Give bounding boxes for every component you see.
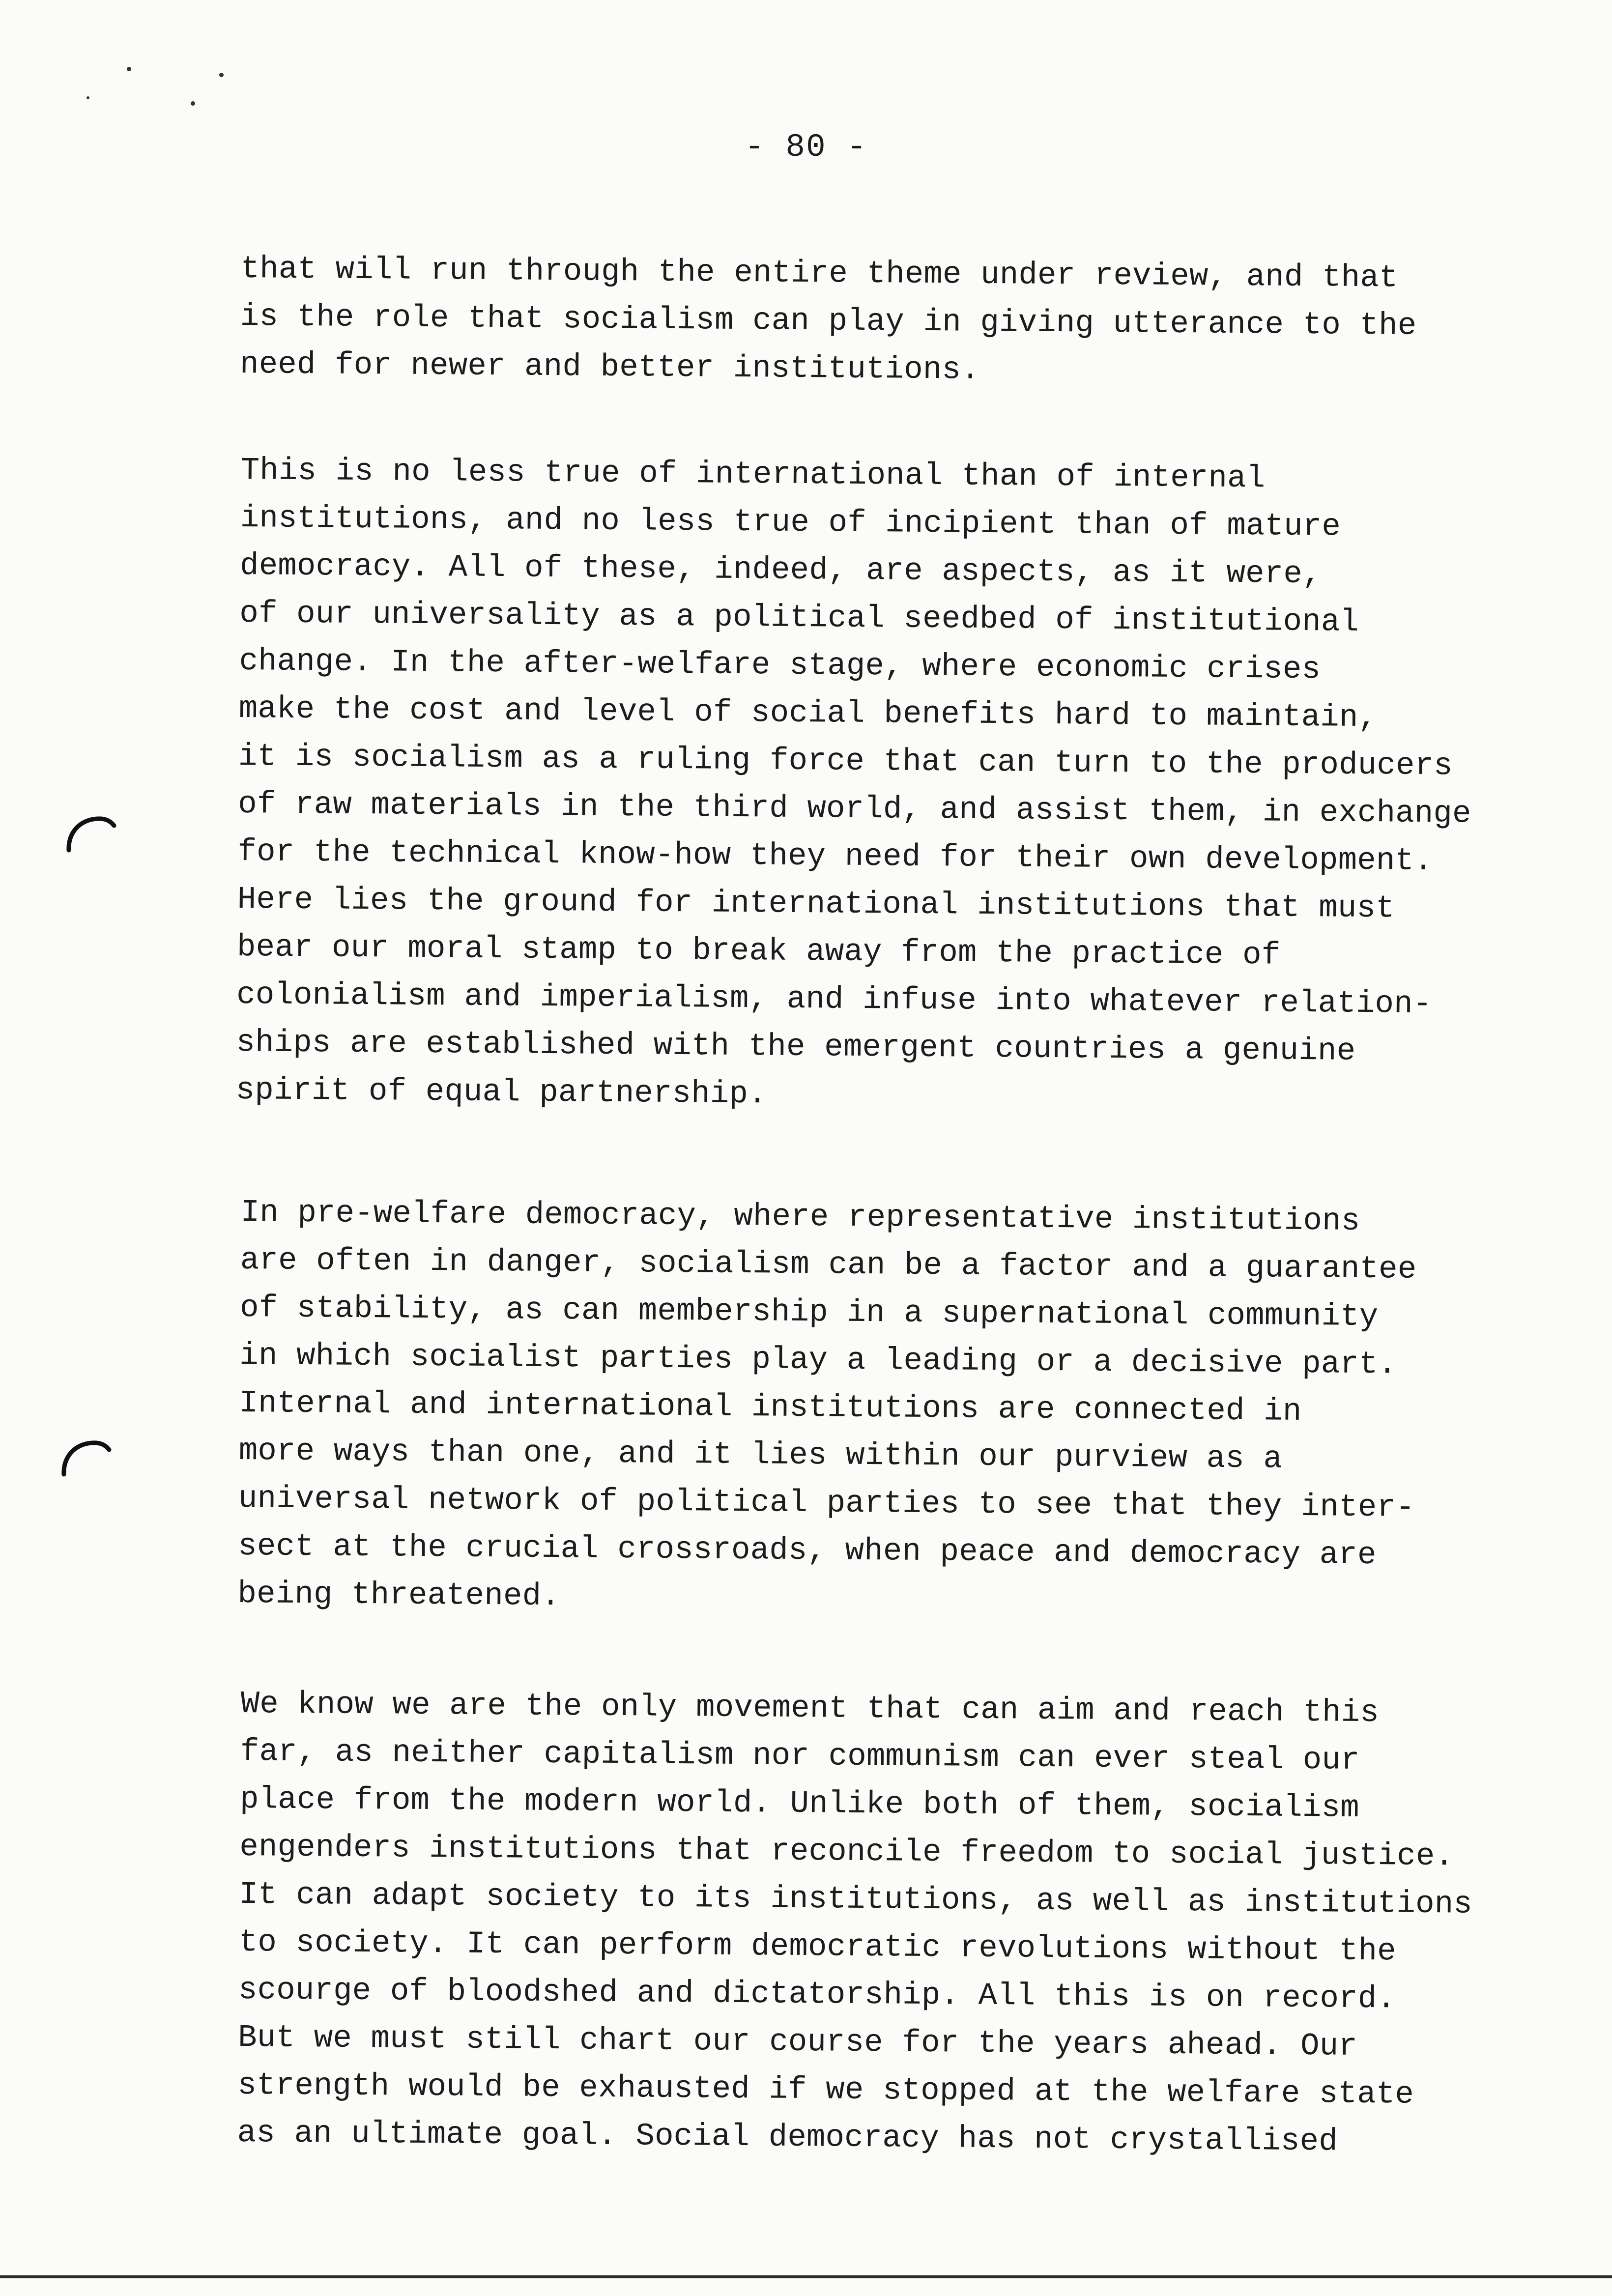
text-line: strength would be exhausted if we stopped at the welfare state bbox=[237, 2067, 1414, 2113]
text-line: to society. It can perform democratic revolutions without the bbox=[238, 1924, 1397, 1970]
text-line: colonialism and imperialism, and infuse into whatever relation- bbox=[236, 977, 1432, 1023]
paragraph-1 bbox=[240, 246, 1578, 399]
paragraph-3 bbox=[237, 1189, 1578, 1629]
text-line: being threatened. bbox=[237, 1576, 561, 1615]
text-line: We know we are the only movement that can aim and reach this bbox=[240, 1686, 1380, 1731]
text-line: It can adapt society to its institutions, as well as institutions bbox=[239, 1877, 1473, 1923]
text-line: need for newer and better institutions. bbox=[239, 346, 980, 388]
scan-speck bbox=[219, 73, 224, 77]
text-line: ships are established with the emergent countries a genuine bbox=[236, 1025, 1356, 1069]
text-line: place from the modern world. Unlike both of them, socialism bbox=[239, 1781, 1360, 1826]
text-line: change. In the after-welfare stage, where economic crises bbox=[239, 643, 1321, 688]
text-line: But we must still chart our course for the years ahead. Our bbox=[238, 2020, 1358, 2065]
page-number: - 80 - bbox=[745, 129, 867, 166]
text-line: in which socialist parties play a leading or a decisive part. bbox=[239, 1338, 1397, 1383]
text-line: institutions, and no less true of incipient than of mature bbox=[240, 500, 1341, 545]
binder-hole-mark-icon bbox=[63, 811, 117, 855]
binder-hole-mark-icon bbox=[58, 1435, 112, 1479]
scan-speck bbox=[191, 101, 195, 106]
text-line: In pre-welfare democracy, where representative institutions bbox=[240, 1195, 1360, 1239]
text-line: make the cost and level of social benefits hard to maintain, bbox=[238, 691, 1378, 736]
paragraph-4 bbox=[237, 1681, 1578, 2168]
scan-speck bbox=[86, 96, 89, 99]
text-line: for the technical know-how they need for their own development. bbox=[237, 834, 1433, 880]
text-line: This is no less true of international than of internal bbox=[240, 453, 1266, 497]
text-line: are often in danger, socialism can be a factor and a guarantee bbox=[240, 1242, 1417, 1288]
text-line: democracy. All of these, indeed, are aspects, as it were, bbox=[239, 548, 1322, 593]
text-line: Internal and international institutions are connected in bbox=[239, 1385, 1302, 1430]
text-line: universal network of political parties to see that they inter- bbox=[238, 1481, 1415, 1526]
text-line: of stability, as can membership in a supernational community bbox=[239, 1290, 1379, 1335]
text-line: spirit of equal partnership. bbox=[235, 1072, 767, 1113]
text-line: of raw materials in the third world, and assist them, in exchange bbox=[238, 786, 1471, 832]
scan-speck bbox=[127, 67, 131, 71]
text-line: that will run through the entire theme under review, and that bbox=[240, 251, 1398, 296]
text-line: it is socialism as a ruling force that can turn to the producers bbox=[238, 739, 1453, 784]
paragraph-2 bbox=[235, 447, 1578, 1125]
text-line: as an ultimate goal. Social democracy has not crystallised bbox=[237, 2115, 1338, 2160]
text-line: far, as neither capitalism nor communism can ever steal our bbox=[240, 1734, 1360, 1779]
text-line: more ways than one, and it lies within our purview as a bbox=[238, 1433, 1283, 1477]
text-line: Here lies the ground for international institutions that must bbox=[237, 882, 1395, 927]
text-line: scourge of bloodshed and dictatorship. All this is on record. bbox=[238, 1972, 1396, 2017]
page-bottom-edge bbox=[0, 2275, 1612, 2278]
text-line: is the role that socialism can play in giving utterance to the bbox=[240, 299, 1417, 344]
text-line: of our universality as a political seedbed of institutional bbox=[239, 596, 1359, 640]
text-line: engenders institutions that reconcile freedom to social justice. bbox=[239, 1829, 1454, 1875]
text-line: bear our moral stamp to break away from the practice of bbox=[236, 929, 1281, 974]
text-line: sect at the crucial crossroads, when peace and democracy are bbox=[238, 1528, 1377, 1574]
